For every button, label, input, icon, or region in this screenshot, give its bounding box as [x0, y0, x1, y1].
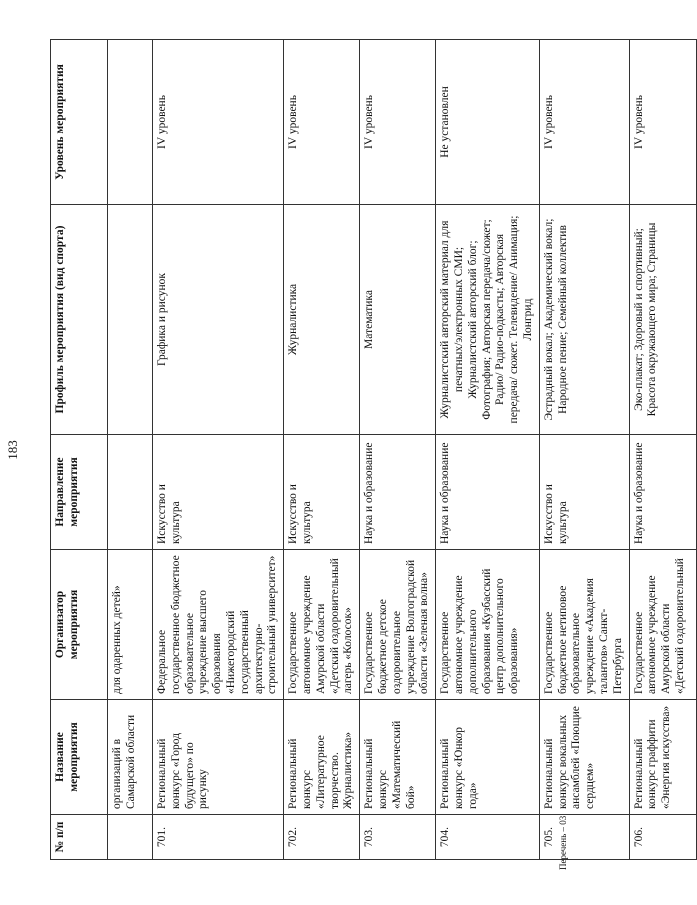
header-profile: Профиль мероприятия (вид спорта)	[51, 205, 108, 435]
header-no: № п/п	[51, 815, 108, 860]
table-row-continuation	[108, 40, 153, 860]
cell-name: организаций в Самарской области	[108, 700, 153, 815]
header-level: Уровень мероприятия	[51, 40, 108, 205]
cell-level: IV уровень	[360, 40, 436, 205]
cell-no: 704.	[436, 815, 540, 860]
cell-profile: Математика	[360, 205, 436, 435]
cell-direction: Искусство и культура	[284, 435, 360, 550]
cell-profile	[108, 205, 153, 435]
cell-organizer: Государственное автономное учреждение Амурской области «Детский оздоровительный	[629, 550, 696, 700]
cell-organizer: Государственное автономное учреждение дополнительного образования «Кузбасский центр дополнительного образования»	[436, 550, 540, 700]
cell-name: Региональный конкурс «Город будущего» по рисунку	[153, 700, 284, 815]
cell-profile: Эко-плакат; Здоровый и спортивный; Красота окружающего мира; Страницы	[629, 205, 696, 435]
cell-no: 701.	[153, 815, 284, 860]
cell-no: 706.	[629, 815, 696, 860]
header-organizer: Организатор мероприятия	[51, 550, 108, 700]
header-name: Название мероприятия	[51, 700, 108, 815]
cell-profile: Журналистский авторский материал для печатных/электронных СМИ; Журналистский авторский блог; Фотография; Авторская передача/сюжет; Радио/ Радио-подкасты; Авторская передача/ сюжет. Телевидение/ Анимация; Лонгрид	[436, 205, 540, 435]
cell-direction: Наука и образование	[360, 435, 436, 550]
cell-profile: Журналистика	[284, 205, 360, 435]
cell-no: 702.	[284, 815, 360, 860]
table-header-row	[51, 40, 108, 860]
cell-no: 705.	[539, 815, 629, 860]
cell-organizer: для одаренных детей»	[108, 550, 153, 700]
table-row	[153, 40, 284, 860]
cell-profile: Эстрадный вокал; Академический вокал; Народное пение; Семейный коллектив	[539, 205, 629, 435]
cell-level	[108, 40, 153, 205]
cell-level: IV уровень	[284, 40, 360, 205]
cell-no: 703.	[360, 815, 436, 860]
rotated-sheet	[5, 40, 686, 870]
cell-level: IV уровень	[629, 40, 696, 205]
header-direction: Направление мероприятия	[51, 435, 108, 550]
table-row	[284, 40, 360, 860]
table-row	[436, 40, 540, 860]
table-row	[629, 40, 696, 860]
table-row	[539, 40, 629, 860]
cell-organizer: Государственное автономное учреждение Амурской области «Детский оздоровительный лагерь «Колосок»	[284, 550, 360, 700]
cell-direction: Искусство и культура	[153, 435, 284, 550]
cell-direction: Наука и образование	[629, 435, 696, 550]
cell-level: IV уровень	[153, 40, 284, 205]
cell-level: Не установлен	[436, 40, 540, 205]
cell-profile: Графика и рисунок	[153, 205, 284, 435]
cell-direction	[108, 435, 153, 550]
cell-direction: Наука и образование	[436, 435, 540, 550]
cell-no	[108, 815, 153, 860]
cell-name: Региональный конкурс граффити «Энергия искусства»	[629, 700, 696, 815]
footer-label: Перечень – 03	[558, 815, 568, 870]
cell-organizer: Государственное бюджетное нетиповое образовательное учреждение «Академия талантов» Санкт-Петербурга	[539, 550, 629, 700]
cell-name: Региональный конкурс «Литературное творчество. Журналистика»	[284, 700, 360, 815]
cell-organizer: Государственное бюджетное детское оздоровительное учреждение Волгоградской области «Зеленая волна»	[360, 550, 436, 700]
cell-level: IV уровень	[539, 40, 629, 205]
cell-name: Региональный конкурс «Математический бой»	[360, 700, 436, 815]
cell-name: Региональный конкурс вокальных ансамблей «Поющие сердцем»	[539, 700, 629, 815]
events-table	[50, 39, 697, 860]
cell-direction: Искусство и культура	[539, 435, 629, 550]
page-number: 183	[5, 440, 20, 460]
cell-name: Региональный конкурс «Юнкор года»	[436, 700, 540, 815]
table-row	[360, 40, 436, 860]
cell-organizer: Федеральное государственное бюджетное образовательное учреждение высшего образования «Нижегородский государственный архитектурно-строительный университет»	[153, 550, 284, 700]
